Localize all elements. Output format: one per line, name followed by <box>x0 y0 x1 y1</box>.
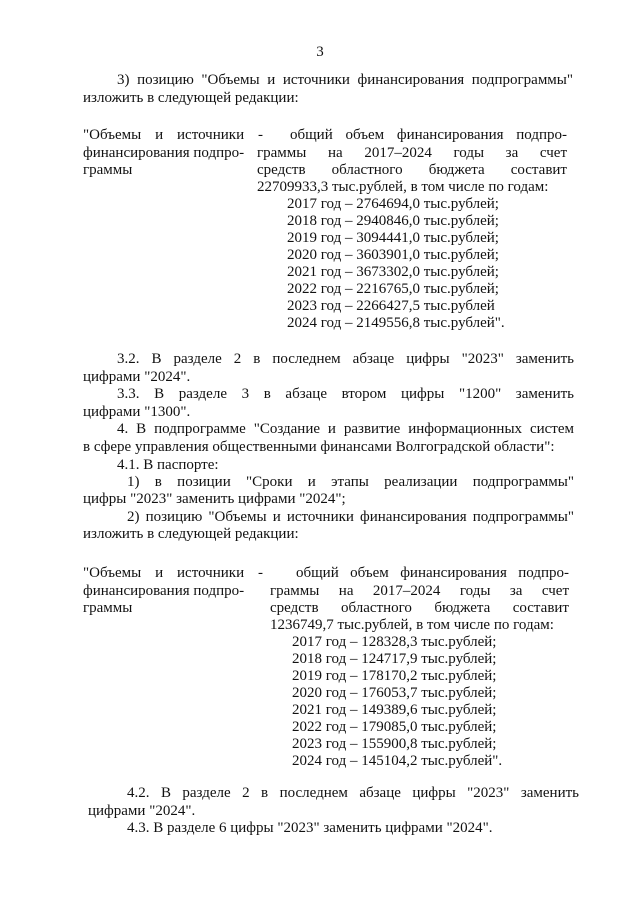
para4-line2: в сфере управления общественными финансами Волгоградской области": <box>83 439 555 455</box>
para3-line1: 3) позицию "Объемы и источники финансирования подпрограммы" <box>117 72 573 88</box>
table2-left-line1: "Объемы и источники - <box>83 565 263 581</box>
table2-year-2019: 2019 год – 178170,2 тыс.рублей; <box>292 668 497 684</box>
table2-right-line4: 1236749,7 тыс.рублей, в том числе по годам: <box>270 617 554 633</box>
table2-right-line2: граммы на 2017–2024 годы за счет <box>270 583 569 599</box>
para4-1: 4.1. В паспорте: <box>117 457 219 473</box>
table1-left-line2: финансирования подпро- <box>83 145 245 161</box>
table1-right-line4: 22709933,3 тыс.рублей, в том числе по годам: <box>257 179 549 195</box>
table1-year-2019: 2019 год – 3094441,0 тыс.рублей; <box>287 230 499 246</box>
table1-left-line1: "Объемы и источники - <box>83 127 263 143</box>
table2-left-line3: граммы <box>83 600 133 616</box>
para4-1-2-line1: 2) позицию "Объемы и источники финансирования подпрограммы" <box>127 509 574 525</box>
para3-2-line1: 3.2. В разделе 2 в последнем абзаце цифры "2023" заменить <box>117 351 574 367</box>
para4-1-1-line1: 1) в позиции "Сроки и этапы реализации подпрограммы" <box>127 474 574 490</box>
table2-left-line2: финансирования подпро- <box>83 583 245 599</box>
para3-3-line1: 3.3. В разделе 3 в абзаце втором цифры "1200" заменить <box>117 386 574 402</box>
table1-year-2021: 2021 год – 3673302,0 тыс.рублей; <box>287 264 499 280</box>
para4-1-2-line2: изложить в следующей редакции: <box>83 526 299 542</box>
table2-year-2022: 2022 год – 179085,0 тыс.рублей; <box>292 719 497 735</box>
table1-year-2024: 2024 год – 2149556,8 тыс.рублей". <box>287 315 505 331</box>
para4-2-line1: 4.2. В разделе 2 в последнем абзаце цифры "2023" заменить <box>127 785 579 801</box>
table2-year-2023: 2023 год – 155900,8 тыс.рублей; <box>292 736 497 752</box>
table1-year-2020: 2020 год – 3603901,0 тыс.рублей; <box>287 247 499 263</box>
table1-year-2017: 2017 год – 2764694,0 тыс.рублей; <box>287 196 499 212</box>
para3-line2: изложить в следующей редакции: <box>83 90 299 106</box>
para4-2-line2: цифрами "2024". <box>88 803 196 819</box>
table2-year-2018: 2018 год – 124717,9 тыс.рублей; <box>292 651 497 667</box>
para4-line1: 4. В подпрограмме "Создание и развитие информационных систем <box>117 421 574 437</box>
table2-year-2024: 2024 год – 145104,2 тыс.рублей". <box>292 753 503 769</box>
table2-year-2020: 2020 год – 176053,7 тыс.рублей; <box>292 685 497 701</box>
para4-3: 4.3. В разделе 6 цифры "2023" заменить цифрами "2024". <box>127 820 493 836</box>
table1-right-line2: граммы на 2017–2024 годы за счет <box>257 145 567 161</box>
table2-year-2021: 2021 год – 149389,6 тыс.рублей; <box>292 702 497 718</box>
table1-year-2022: 2022 год – 2216765,0 тыс.рублей; <box>287 281 499 297</box>
para3-2-line2: цифрами "2024". <box>83 369 191 385</box>
table2-right-line3: средств областного бюджета составит <box>270 600 569 616</box>
table1-left-line3: граммы <box>83 162 133 178</box>
table1-year-2023: 2023 год – 2266427,5 тыс.рублей <box>287 298 495 314</box>
table1-right-line1: общий объем финансирования подпро- <box>290 127 567 143</box>
table1-right-line3: средств областного бюджета составит <box>257 162 567 178</box>
table2-right-line1: общий объем финансирования подпро- <box>296 565 569 581</box>
para3-3-line2: цифрами "1300". <box>83 404 191 420</box>
table1-year-2018: 2018 год – 2940846,0 тыс.рублей; <box>287 213 499 229</box>
table2-year-2017: 2017 год – 128328,3 тыс.рублей; <box>292 634 497 650</box>
page-number: 3 <box>316 44 324 60</box>
para4-1-1-line2: цифры "2023" заменить цифрами "2024"; <box>83 491 346 507</box>
